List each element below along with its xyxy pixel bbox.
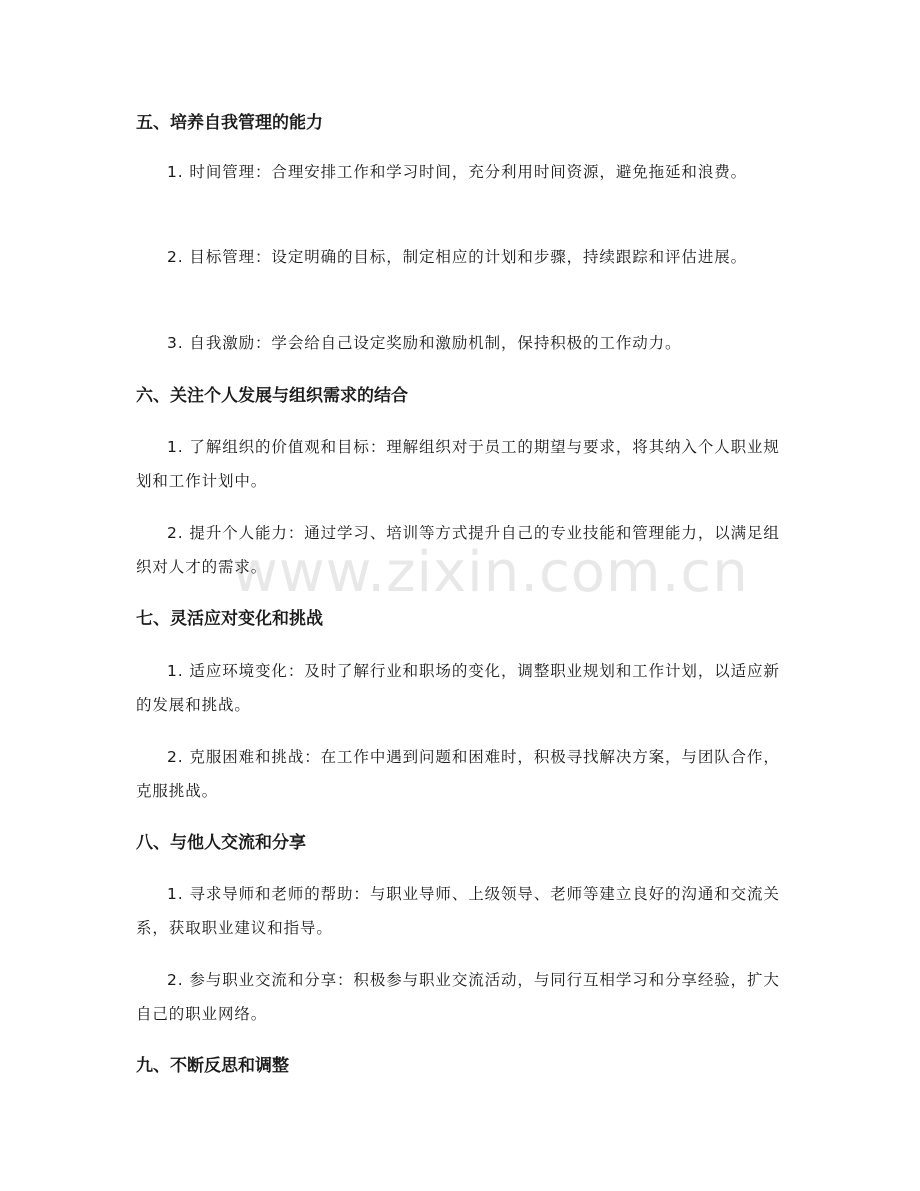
list-item: 3. 自我激励：学会给自己设定奖励和激励机制，保持积极的工作动力。: [167, 334, 682, 352]
list-item: 2. 参与职业交流和分享：积极参与职业交流活动，与同行互相学习和分享经验，扩大自己的职业网络。: [136, 971, 780, 1023]
list-item: 2. 目标管理：设定明确的目标，制定相应的计划和步骤，持续跟踪和评估进展。: [167, 248, 748, 266]
list-item: 2. 提升个人能力：通过学习、培训等方式提升自己的专业技能和管理能力，以满足组织对人才的需求。: [136, 524, 780, 576]
list-item: 1. 了解组织的价值观和目标：理解组织对于员工的期望与要求，将其纳入个人职业规划和工作计划中。: [136, 438, 780, 490]
list-item: 1. 时间管理：合理安排工作和学习时间，充分利用时间资源，避免拖延和浪费。: [167, 163, 748, 181]
section-heading-7: 七、灵活应对变化和挑战: [136, 609, 323, 629]
section-heading-5: 五、培养自我管理的能力: [136, 113, 323, 133]
section-heading-9: 九、不断反思和调整: [136, 1056, 289, 1076]
section-heading-8: 八、与他人交流和分享: [136, 833, 306, 853]
watermark: www.zixin.com.cn: [232, 540, 749, 605]
list-item: 1. 适应环境变化：及时了解行业和职场的变化，调整职业规划和工作计划，以适应新的发展和挑战。: [136, 662, 780, 714]
list-item: 2. 克服困难和挑战：在工作中遇到问题和困难时，积极寻找解决方案，与团队合作，克服挑战。: [136, 748, 780, 800]
section-heading-6: 六、关注个人发展与组织需求的结合: [136, 386, 408, 406]
list-item: 1. 寻求导师和老师的帮助：与职业导师、上级领导、老师等建立良好的沟通和交流关系，获取职业建议和指导。: [136, 885, 780, 937]
